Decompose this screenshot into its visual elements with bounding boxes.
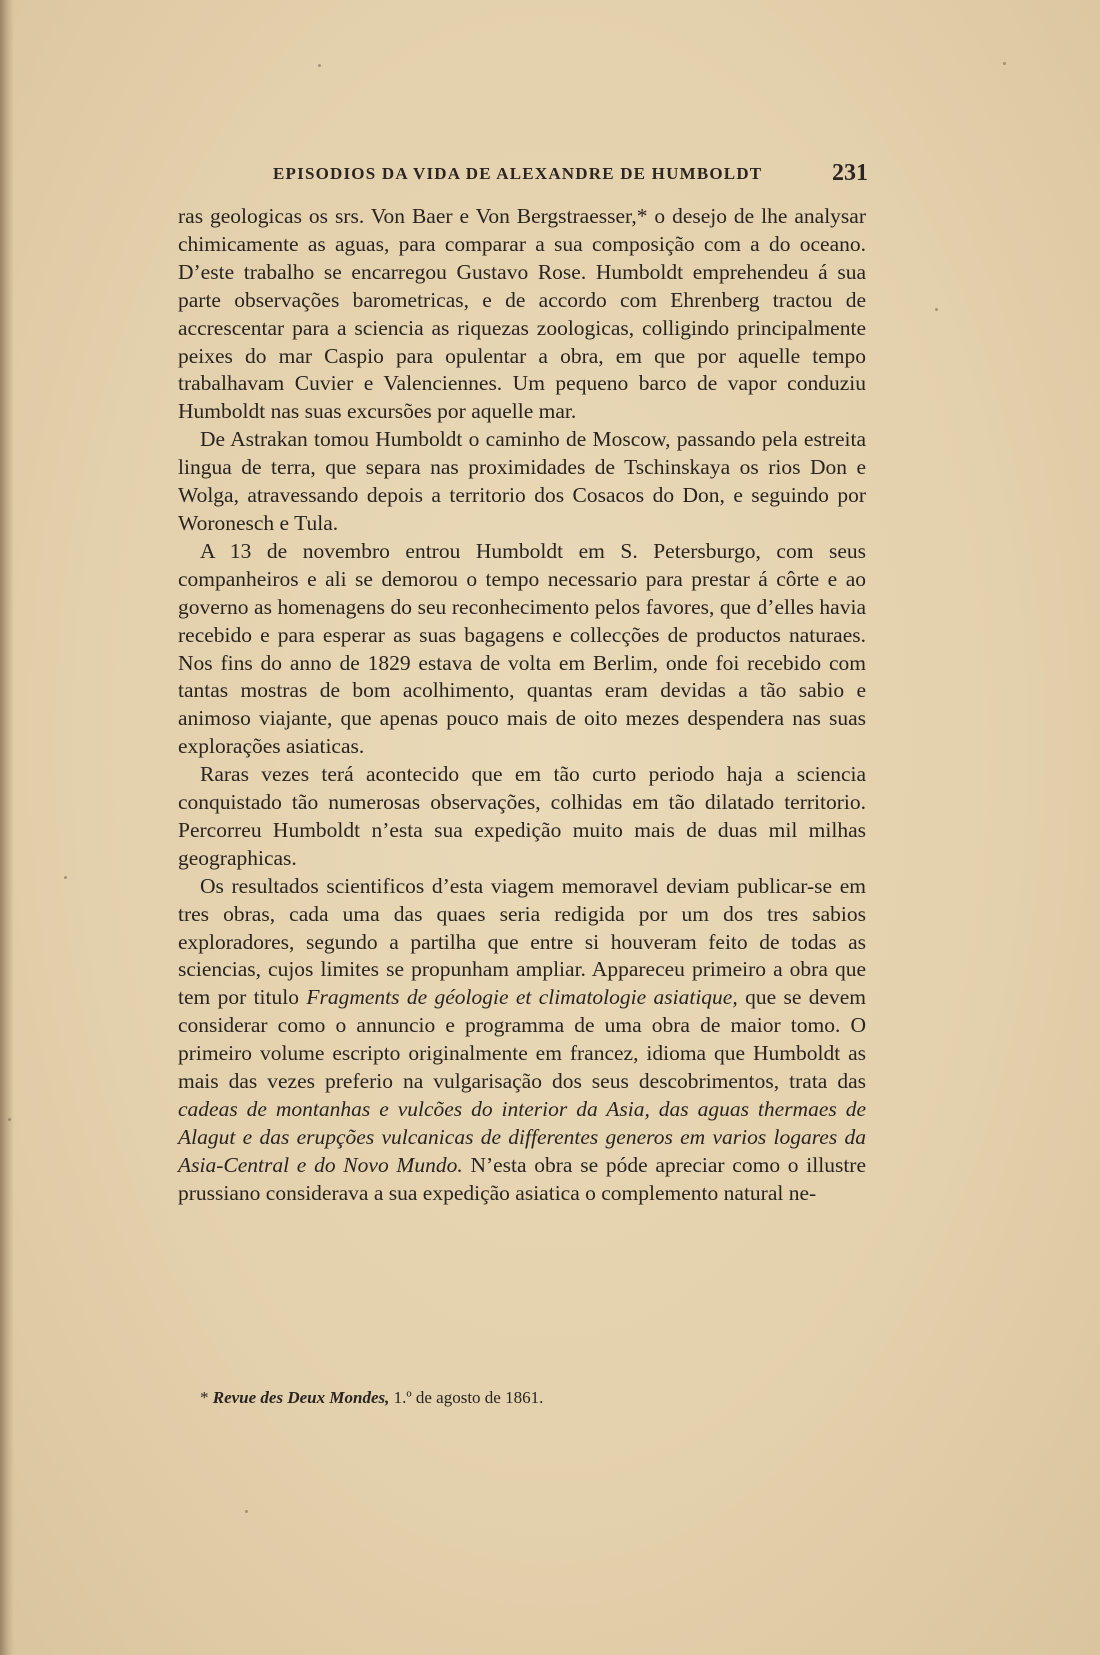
paper-speck: [1003, 62, 1006, 65]
footnote-marker: *: [200, 1388, 209, 1407]
footnote: [200, 1388, 543, 1408]
page-gutter: [0, 0, 14, 1655]
footnote-source: Revue des Deux Mondes,: [212, 1388, 390, 1407]
paper-speck: [318, 64, 321, 67]
paragraph-5-part-b: que se devem considerar como o annuncio e programma de uma obra de maior tomo. O primeiro volume escripto originalmente em francez, idioma que Humboldt as mais das vezes preferio na vulgarisação dos seus descobrimentos, trata das: [178, 985, 867, 1094]
running-head: EPISODIOS DA VIDA DE ALEXANDRE DE HUMBOLDT: [273, 164, 763, 183]
paper-speck: [245, 1510, 248, 1513]
footnote-date: 1.º de agosto de 1861.: [393, 1388, 544, 1407]
paper-speck: [64, 876, 67, 879]
body-text: [178, 203, 866, 1208]
book-title: Fragments de géologie et climatologie asiatique,: [306, 985, 738, 1010]
paragraph-3: A 13 de novembro entrou Humboldt em S. Petersburgo, com seus companheiros e ali se demorou o tempo necessario para prestar á côrte e ao governo as homenagens do seu reconhecimento pelos favores, que d’elles havia recebido e para esperar as suas bagagens e collecções de productos naturaes. Nos fins do anno de 1829 estava de volta em Berlim, onde foi recebido com tantas mostras de bom acolhimento, quantas eram devidas a tão sabio e animoso viajante, que apenas pouco mais de oito mezes despendera nas suas explorações asiaticas.: [178, 538, 866, 759]
paragraph-5-part-c: N’esta obra se póde apreciar como o illustre prussiano considerava a sua expedição asiatica o complemento natural ne-: [178, 1152, 866, 1205]
paper-speck: [8, 1118, 11, 1121]
page-header: [178, 160, 868, 190]
paragraph-2: De Astrakan tomou Humboldt o caminho de Moscow, passando pela estreita lingua de terra, que separa nas proximidades de Tschinskaya os rios Don e Wolga, atravessando depois a territorio dos Cosacos do Don, e seguindo por Woronesch e Tula.: [178, 427, 866, 535]
page-number: 231: [832, 160, 868, 186]
paragraph-5: [178, 873, 866, 1208]
paragraph-5-part-a: Os resultados scientificos d’esta viagem memoravel deviam publicar-se em tres obras, cada uma das quaes seria redigida por um dos tres sabios exploradores, segundo a partilha que entre si houveram feito de todas as sciencias, cujos limites se propunham ampliar. Appareceu primeiro a obra que tem por titulo: [178, 873, 866, 1010]
paragraph-4: Raras vezes terá acontecido que em tão curto periodo haja a sciencia conquistado tão numerosas observações, colhidas em tão dilatado territorio. Percorreu Humboldt n’esta sua expedição muito mais de duas mil milhas geographicas.: [178, 762, 866, 870]
paper-speck: [935, 308, 938, 311]
book-topics: cadeas de montanhas e vulcões do interior da Asia, das aguas thermaes de Alagut e das erupções vulcanicas de differentes generos em varios logares da Asia-Central e do Novo Mundo.: [178, 1097, 866, 1177]
paragraph-1: ras geologicas os srs. Von Baer e Von Bergstraesser,* o desejo de lhe analysar chimicamente as aguas, para comparar a sua composição com a do oceano. D’este trabalho se encarregou Gustavo Rose. Humboldt emprehendeu á sua parte observações barometricas, e de accordo com Ehrenberg tractou de accrescentar para a sciencia as riquezas zoologicas, colligindo principalmente peixes do mar Caspio para opulentar a obra, em que por aquelle tempo trabalhavam Cuvier e Valenciennes. Um pequeno barco de vapor conduziu Humboldt nas suas excursões por aquelle mar.: [178, 204, 866, 424]
